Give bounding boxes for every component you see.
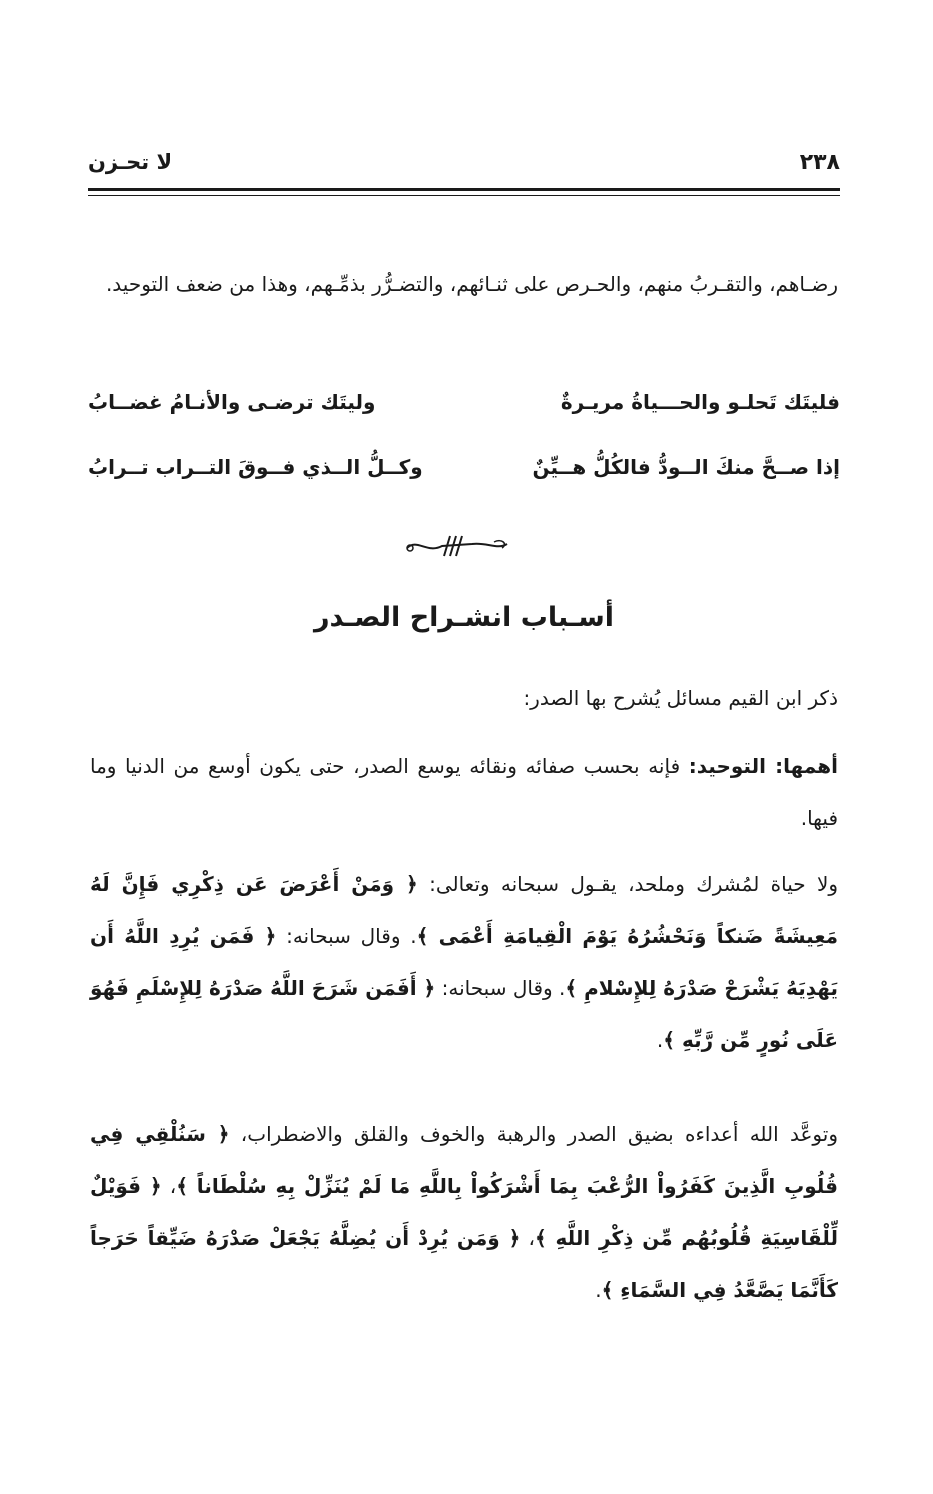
quran-verse-4: ﴿ سَنُلْقِي فِي قُلُوبِ الَّذِينَ كَفَرُواْ الرُّعْبَ بِمَا أَشْرَكُواْ بِاللَّهِ مَا لَمْ يُنَزِّلْ بِهِ سُلْطَاناً ﴾ [90,1122,838,1198]
poem-line-2-second-hemistich: وكــلُّ الــذي فــوقَ التــراب تــرابُ [88,455,423,479]
paragraph-4-text-c: ، [520,1226,535,1250]
quran-verse-5: ﴿ فَوَيْلٌ لِّلْقَاسِيَةِ قُلُوبُهُم مِّن ذِكْرِ اللَّهِ ﴾ [90,1174,838,1250]
header-rule-thick [88,188,840,191]
paragraph-3-text-d: . [656,1028,664,1052]
paragraph-2-body: فإنه بحسب صفائه ونقائه يوسع الصدر، حتى يكون أوسع من الدنيا وما فيها. [90,754,838,830]
intro-paragraph: رضـاهم، والتقـربُ منهم، والحـرص على ثنـائهم، والتضـرُّر بذمِّـهم، وهذا من ضعف التوحيد. [105,272,838,296]
paragraph-3 [90,858,838,1066]
paragraph-4-text-b: ، [161,1174,177,1198]
header-rule-thin [88,195,840,196]
poem-line-1-second-hemistich: وليتَك ترضـى والأنـامُ غضــابُ [88,390,376,414]
running-title: لا تحـزن [88,150,173,174]
poem-line-1-first-hemistich: فليتَك تَحلـو والحـــياةُ مريـرةٌ [560,390,840,414]
paragraph-4-text-a: وتوعَّد الله أعداءه بضيق الصدر والرهبة والخوف والقلق والاضطراب، [229,1122,838,1146]
quran-verse-1: ﴿ وَمَنْ أَعْرَضَ عَن ذِكْرِي فَإِنَّ لَهُ مَعِيشَةً ضَنكاً وَنَحْشُرُهُ يَوْمَ الْقِيامَةِ أَعْمَى ﴾ [90,872,839,948]
paragraph-3-text-b: . وقال سبحانه: [276,924,417,948]
quran-verse-6: ﴿ وَمَن يُرِدْ أَن يُضِلَّهُ يَجْعَلْ صَدْرَهُ ضَيِّقاً حَرَجاً كَأَنَّمَا يَصَّعَّدُ فِي السَّمَاءِ ﴾ [90,1226,838,1302]
page-header [88,150,840,184]
paragraph-3-text-a: ولا حياة لمُشرك وملحد، يقـول سبحانه وتعالى: [417,872,839,896]
paragraph-4-text-d: . [595,1278,602,1302]
quran-verse-3: ﴿ أَفَمَن شَرَحَ اللَّهُ صَدْرَهُ لِلإِسْلَمِ فَهُوَ عَلَى نُورٍ مِّن رَّبِّهِ ﴾ [89,976,838,1052]
quran-verse-2: ﴿ فَمَن يُرِدِ اللَّهُ أَن يَهْدِيَهُ يَشْرَحْ صَدْرَهُ لِلإِسْلامِ ﴾ [90,924,838,1000]
section-title: أسـباب انشـراح الصـدر [313,602,615,633]
paragraph-2-lead: أهمها: التوحيد: [688,754,838,778]
poem-line-1 [88,390,840,430]
paragraph-2 [90,740,838,844]
paragraph-1: ذكر ابن القيم مسائل يُشرح بها الصدر: [523,686,838,710]
poem-line-2 [88,455,840,495]
paragraph-3-text-c: . وقال سبحانه: [435,976,566,1000]
paragraph-4 [90,1108,838,1316]
page-number: ٢٣٨ [799,150,840,175]
poem-line-2-first-hemistich: إذا صــحَّ منكَ الــودُّ فالكُلُّ هــيِّنٌ [532,455,840,479]
section-divider-ornament [402,530,512,560]
